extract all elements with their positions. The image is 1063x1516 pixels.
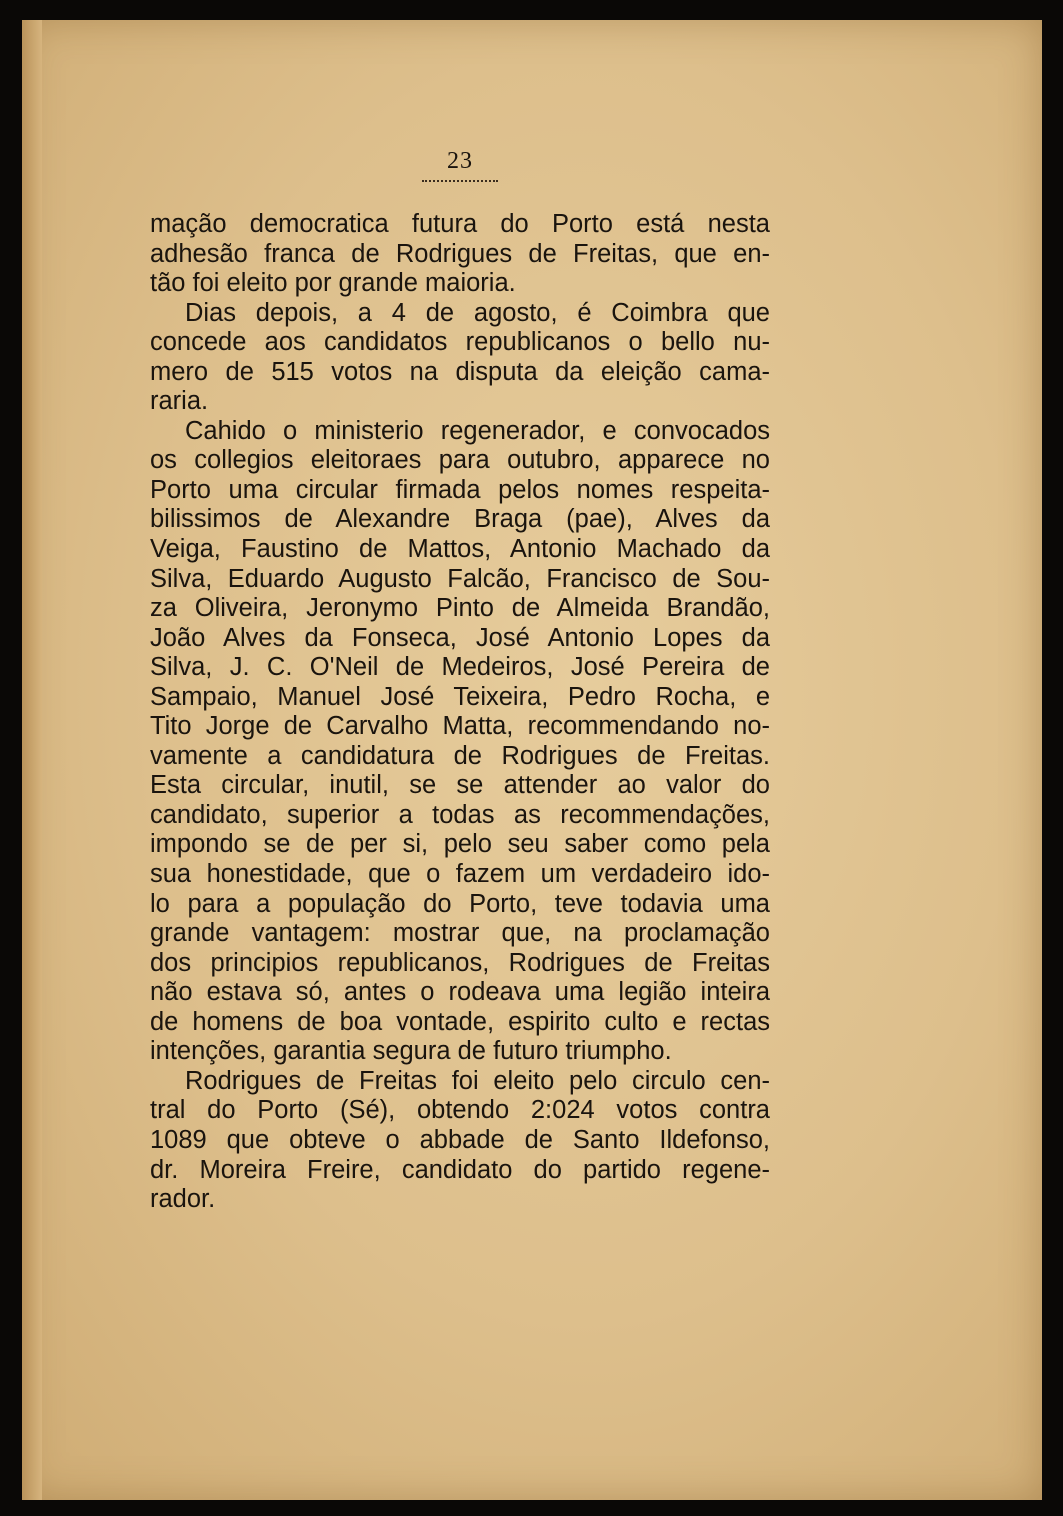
text-line: João Alves da Fonseca, José Antonio Lopes da (150, 623, 770, 652)
text-line: de homens de boa vontade, espirito culto e rectas (150, 1007, 770, 1036)
text-line: Porto uma circular firmada pelos nomes respeita- (150, 475, 770, 504)
text-line: os collegios eleitoraes para outubro, apparece no (150, 446, 770, 475)
text-line: Cahido o ministerio regenerador, e convocados (185, 416, 770, 445)
text-line: 1089 que obteve o abbade de Santo Ildefonso, (150, 1125, 770, 1154)
text-line: mação democratica futura do Porto está nesta (150, 210, 770, 238)
body-text (150, 210, 770, 1215)
text-line: não estava só, antes o rodeava uma legião inteira (150, 978, 770, 1007)
text-line: Rodrigues de Freitas foi eleito pelo circulo cen- (185, 1066, 770, 1095)
text-line: grande vantagem: mostrar que, na proclamação (150, 919, 770, 948)
text-line: impondo se de per si, pelo seu saber como pela (150, 830, 770, 859)
text-line: dos principios republicanos, Rodrigues de Freitas (150, 948, 770, 977)
text-line: sua honestidade, que o fazem um verdadeiro ido- (150, 860, 770, 889)
text-line: candidato, superior a todas as recommendações, (150, 800, 770, 829)
text-line: tral do Porto (Sé), obtendo 2:024 votos contra (150, 1096, 770, 1125)
text-line: dr. Moreira Freire, candidato do partido regene- (150, 1155, 770, 1184)
text-line: lo para a população do Porto, teve todavia uma (150, 889, 770, 918)
text-line: rador. (150, 1185, 216, 1214)
text-line: Silva, J. C. O'Neil de Medeiros, José Pereira de (150, 653, 770, 682)
text-line: bilissimos de Alexandre Braga (pae), Alves da (150, 505, 770, 534)
text-line: raria. (150, 387, 209, 416)
text-line: Silva, Eduardo Augusto Falcão, Francisco de Sou- (150, 564, 770, 593)
text-line: za Oliveira, Jeronymo Pinto de Almeida Brandão, (150, 594, 770, 623)
text-line: mero de 515 votos na disputa da eleição cama- (150, 357, 770, 386)
page-gutter (22, 20, 42, 1500)
text-line: Tito Jorge de Carvalho Matta, recommendando no- (150, 712, 770, 741)
text-line: Esta circular, inutil, se se attender ao valor do (150, 771, 770, 800)
text-line: Sampaio, Manuel José Teixeira, Pedro Rocha, e (150, 682, 770, 711)
text-line: vamente a candidatura de Rodrigues de Freitas. (150, 741, 770, 770)
page-number: 23 (447, 148, 473, 174)
text-line: concede aos candidatos republicanos o bello nu- (150, 328, 770, 357)
text-line: Dias depois, a 4 de agosto, é Coimbra que (185, 298, 770, 327)
text-line: Veiga, Faustino de Mattos, Antonio Machado da (150, 535, 770, 564)
text-line: intenções, garantia segura de futuro triumpho. (150, 1037, 672, 1066)
page-number-rule (422, 180, 498, 182)
text-line: adhesão franca de Rodrigues de Freitas, que en- (150, 239, 770, 268)
text-line: tão foi eleito por grande maioria. (150, 269, 516, 298)
book-page (22, 20, 1042, 1500)
